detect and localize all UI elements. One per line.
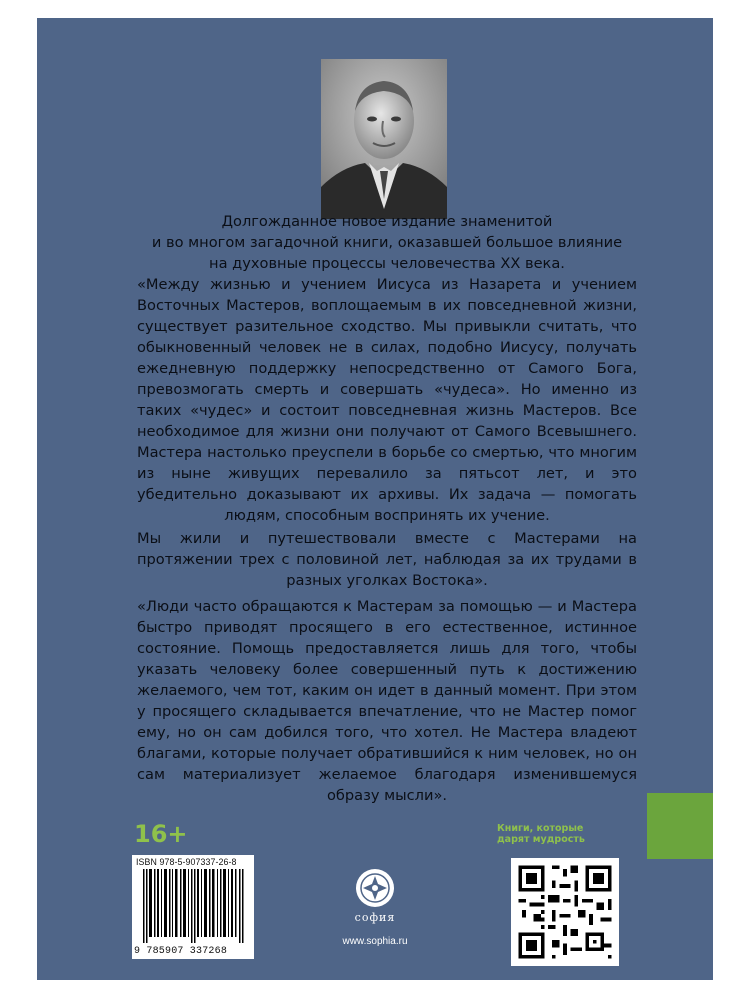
intro-line-1: Долгожданное новое издание знаменитой (221, 213, 553, 230)
intro-text (137, 211, 637, 274)
tagline-line-1: Книги, которые (497, 823, 584, 834)
tagline-line-2: дарят мудрость (497, 834, 585, 845)
isbn-barcode (132, 855, 254, 959)
barcode-digits: 9 785907 337268 (134, 946, 228, 957)
barcode-bars (135, 869, 251, 943)
author-portrait-photo (321, 59, 447, 219)
qr-code (511, 858, 619, 966)
isbn-number: ISBN 978-5-907337-26-8 (136, 857, 237, 867)
sophia-logo-icon (355, 868, 395, 908)
quote-paragraph-3: «Люди часто обращаются к Мастерам за помощью — и Мастера быстро приводят просящего в его естественное, истинное состояние. Помощь предоставляется лишь для того, чтобы указать человеку более совершенный путь к достижению желаемого, чем тот, каким он идет в данный момент. При этом у просящего складывается впечатление, что не Мастер помог ему, но он сам добился того, что хотел. Не Мастера владеют благами, которые получает обратившийся к ним человек, но он сам материализует желаемое благодаря изменившемуся образу мысли». (137, 598, 637, 804)
quote-paragraph-2: Мы жили и путешествовали вместе с Мастерами на протяжении трех с половиной лет, наблюдая за их трудами в разных уголках Востока». (137, 530, 637, 589)
back-cover (37, 18, 713, 980)
quote-paragraph-1: «Между жизнью и учением Иисуса из Назарета и учением Восточных Мастеров, воплощаемым в их повседневной жизни, существует разительное сходство. Мы привыкли считать, что обыкновенный человек не в силах, подобно Иисусу, получать ежедневную поддержку непосредственно от Самого Бога, превозмогать смерть и совершать «чудеса». Но именно из таких «чудес» и состоит повседневная жизнь Мастеров. Все необходимое для жизни они получают от Самого Всевышнего. Мастера настолько преуспели в борьбе со смертью, что многим из ныне живущих перевалило за пятьсот лет, и это убедительно доказывают их архивы. Их задача — помогать людям, способным воспринять их учение. (137, 276, 637, 524)
publisher-website: www.sophia.ru (342, 936, 408, 947)
publisher-tagline (497, 823, 637, 845)
intro-line-3: на духовные процессы человечества XX века. (209, 255, 565, 272)
portrait-illustration (321, 59, 447, 219)
age-rating: 16+ (134, 820, 188, 848)
intro-line-2: и во многом загадочной книги, оказавшей большое влияние (151, 234, 623, 251)
green-accent-block (647, 793, 713, 859)
publisher-name: софия (354, 911, 396, 924)
